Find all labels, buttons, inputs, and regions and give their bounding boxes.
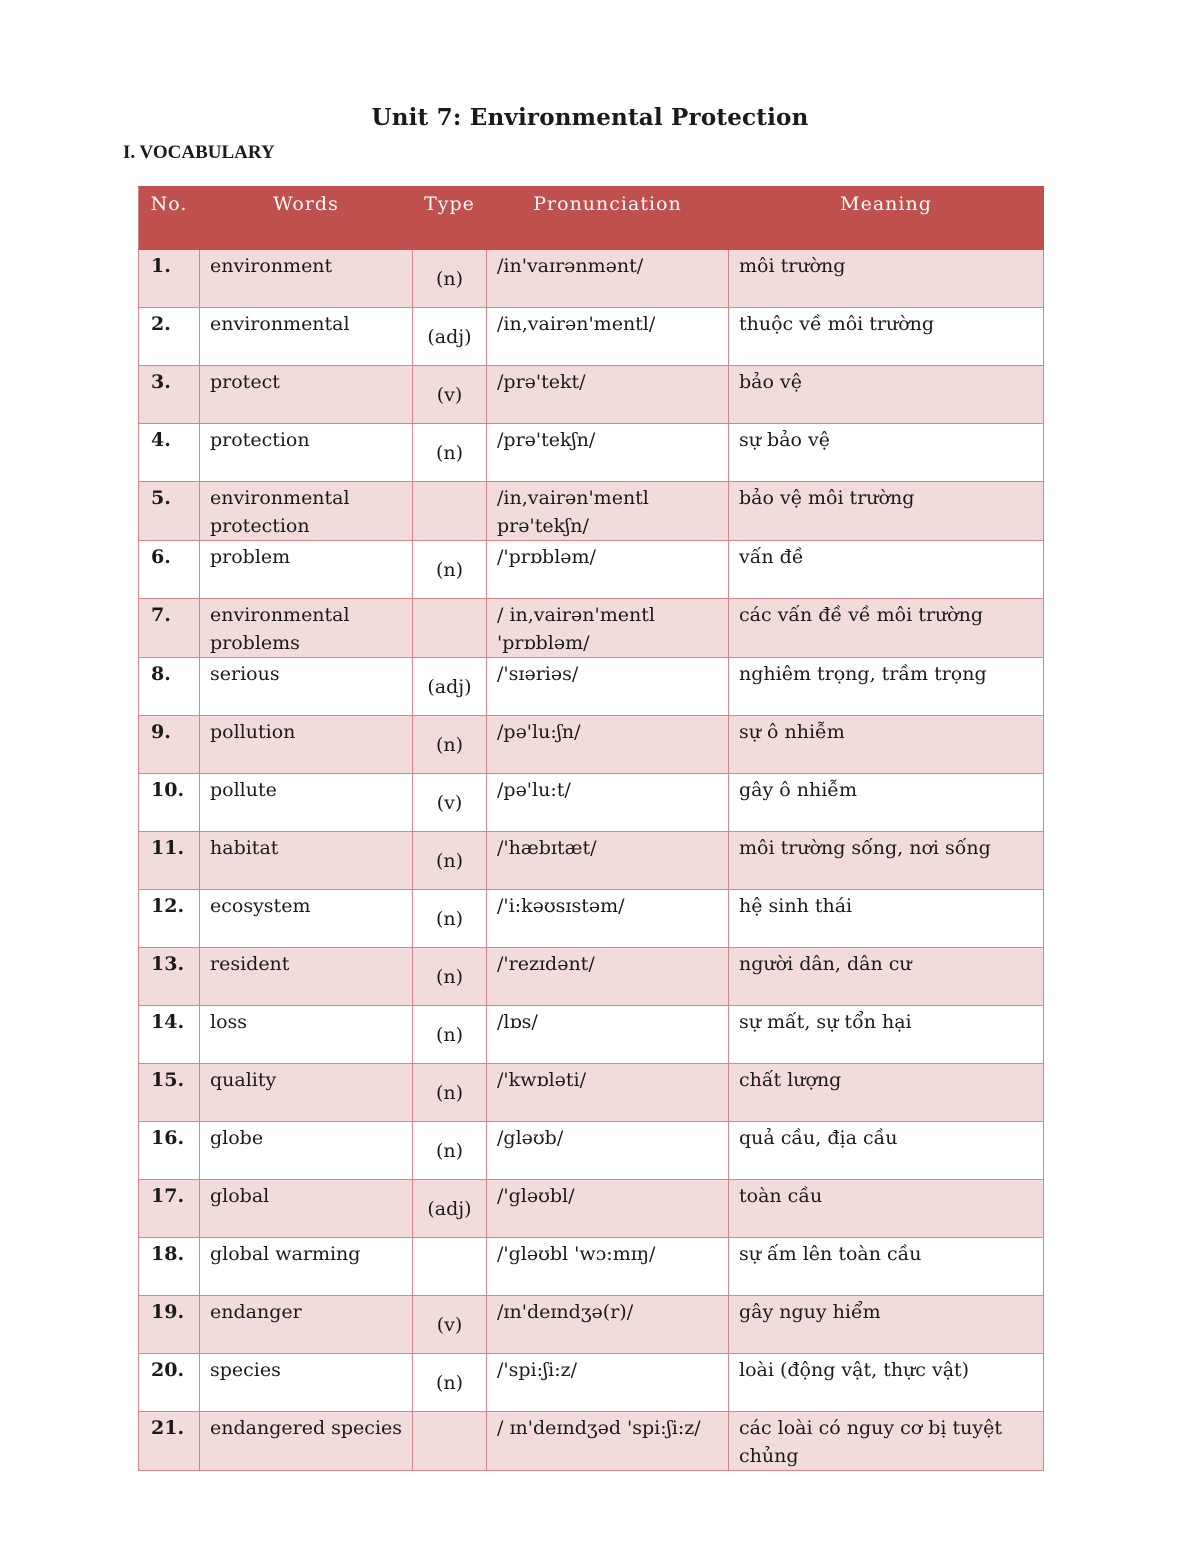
table-row	[139, 1064, 1044, 1122]
row-pronunciation: /'prɒbləm/	[487, 541, 729, 599]
row-pronunciation: /in,vairən'mentl/	[487, 308, 729, 366]
row-number: 4.	[139, 424, 200, 482]
row-type: (n)	[413, 1354, 487, 1412]
header-meaning: Meaning	[729, 187, 1044, 250]
row-number: 8.	[139, 658, 200, 716]
row-word: problem	[200, 541, 413, 599]
table-row	[139, 1122, 1044, 1180]
row-number: 14.	[139, 1006, 200, 1064]
row-word: environment	[200, 250, 413, 308]
row-number: 17.	[139, 1180, 200, 1238]
table-row	[139, 890, 1044, 948]
row-type	[413, 1238, 487, 1296]
row-pronunciation: /pə'lu:ʃn/	[487, 716, 729, 774]
row-meaning: hệ sinh thái	[729, 890, 1044, 948]
row-pronunciation: /'gləʊbl/	[487, 1180, 729, 1238]
row-pronunciation: /'rezɪdənt/	[487, 948, 729, 1006]
row-pronunciation: /'gləʊbl 'wɔ:mɪŋ/	[487, 1238, 729, 1296]
row-pronunciation: /'hæbɪtæt/	[487, 832, 729, 890]
row-number: 19.	[139, 1296, 200, 1354]
row-meaning: các loài có nguy cơ bị tuyệt chủng	[729, 1412, 1044, 1471]
row-meaning: vấn đề	[729, 541, 1044, 599]
row-word: protect	[200, 366, 413, 424]
row-word: loss	[200, 1006, 413, 1064]
row-type: (v)	[413, 366, 487, 424]
row-word: environmental problems	[200, 599, 413, 658]
table-row	[139, 1354, 1044, 1412]
row-type: (adj)	[413, 658, 487, 716]
row-number: 13.	[139, 948, 200, 1006]
row-pronunciation: / in,vairən'mentl 'prɒbləm/	[487, 599, 729, 658]
row-number: 3.	[139, 366, 200, 424]
row-word: habitat	[200, 832, 413, 890]
row-meaning: thuộc về môi trường	[729, 308, 1044, 366]
row-number: 12.	[139, 890, 200, 948]
row-word: pollute	[200, 774, 413, 832]
row-word: environmental protection	[200, 482, 413, 541]
row-meaning: môi trường	[729, 250, 1044, 308]
row-meaning: sự bảo vệ	[729, 424, 1044, 482]
row-number: 7.	[139, 599, 200, 658]
row-meaning: toàn cầu	[729, 1180, 1044, 1238]
row-number: 10.	[139, 774, 200, 832]
table-row	[139, 832, 1044, 890]
row-number: 16.	[139, 1122, 200, 1180]
row-meaning: các vấn đề về môi trường	[729, 599, 1044, 658]
row-meaning: người dân, dân cư	[729, 948, 1044, 1006]
row-number: 1.	[139, 250, 200, 308]
row-meaning: sự ô nhiễm	[729, 716, 1044, 774]
row-type: (adj)	[413, 1180, 487, 1238]
row-type: (n)	[413, 890, 487, 948]
row-word: globe	[200, 1122, 413, 1180]
table-row	[139, 250, 1044, 308]
header-type: Type	[413, 187, 487, 250]
row-word: endanger	[200, 1296, 413, 1354]
row-number: 6.	[139, 541, 200, 599]
row-word: global warming	[200, 1238, 413, 1296]
row-type: (n)	[413, 424, 487, 482]
table-row	[139, 716, 1044, 774]
row-meaning: gây nguy hiểm	[729, 1296, 1044, 1354]
table-row	[139, 366, 1044, 424]
header-words: Words	[200, 187, 413, 250]
row-pronunciation: /prə'tekt/	[487, 366, 729, 424]
row-meaning: bảo vệ	[729, 366, 1044, 424]
row-meaning: quả cầu, địa cầu	[729, 1122, 1044, 1180]
table-row	[139, 541, 1044, 599]
row-type	[413, 1412, 487, 1471]
row-pronunciation: /gləʊb/	[487, 1122, 729, 1180]
header-pronunciation: Pronunciation	[487, 187, 729, 250]
row-type: (n)	[413, 948, 487, 1006]
table-row	[139, 482, 1044, 541]
row-pronunciation: /'spi:ʃi:z/	[487, 1354, 729, 1412]
row-number: 2.	[139, 308, 200, 366]
table-row	[139, 1412, 1044, 1471]
header-no: No.	[139, 187, 200, 250]
table-row	[139, 1006, 1044, 1064]
row-type: (n)	[413, 832, 487, 890]
row-pronunciation: /in,vairən'mentl prə'tekʃn/	[487, 482, 729, 541]
row-type: (n)	[413, 716, 487, 774]
row-type	[413, 599, 487, 658]
row-type: (n)	[413, 250, 487, 308]
row-word: ecosystem	[200, 890, 413, 948]
row-pronunciation: /'i:kəʊsɪstəm/	[487, 890, 729, 948]
row-number: 9.	[139, 716, 200, 774]
row-type: (n)	[413, 1064, 487, 1122]
table-row	[139, 599, 1044, 658]
row-meaning: loài (động vật, thực vật)	[729, 1354, 1044, 1412]
row-type	[413, 482, 487, 541]
row-number: 5.	[139, 482, 200, 541]
row-number: 11.	[139, 832, 200, 890]
row-type: (n)	[413, 1006, 487, 1064]
row-word: protection	[200, 424, 413, 482]
row-word: pollution	[200, 716, 413, 774]
row-meaning: sự mất, sự tổn hại	[729, 1006, 1044, 1064]
table-row	[139, 1296, 1044, 1354]
row-type: (n)	[413, 541, 487, 599]
row-word: resident	[200, 948, 413, 1006]
row-number: 15.	[139, 1064, 200, 1122]
row-type: (n)	[413, 1122, 487, 1180]
row-pronunciation: /pə'lu:t/	[487, 774, 729, 832]
row-type: (v)	[413, 1296, 487, 1354]
row-pronunciation: /ɪn'deɪndʒə(r)/	[487, 1296, 729, 1354]
table-row	[139, 1238, 1044, 1296]
row-number: 18.	[139, 1238, 200, 1296]
row-meaning: gây ô nhiễm	[729, 774, 1044, 832]
section-heading: I. VOCABULARY	[123, 142, 275, 163]
row-pronunciation: /in'vaɪrənmənt/	[487, 250, 729, 308]
page-title: Unit 7: Environmental Protection	[371, 104, 809, 131]
table-row	[139, 774, 1044, 832]
row-word: species	[200, 1354, 413, 1412]
row-meaning: sự ấm lên toàn cầu	[729, 1238, 1044, 1296]
row-meaning: bảo vệ môi trường	[729, 482, 1044, 541]
row-pronunciation: /'sɪəriəs/	[487, 658, 729, 716]
vocabulary-table	[138, 186, 1044, 1471]
row-word: serious	[200, 658, 413, 716]
vocabulary-rows	[139, 250, 1044, 1471]
row-meaning: chất lượng	[729, 1064, 1044, 1122]
table-row	[139, 308, 1044, 366]
row-pronunciation: / ɪn'deɪndʒəd 'spi:ʃi:z/	[487, 1412, 729, 1471]
row-pronunciation: /lɒs/	[487, 1006, 729, 1064]
row-meaning: nghiêm trọng, trầm trọng	[729, 658, 1044, 716]
row-meaning: môi trường sống, nơi sống	[729, 832, 1044, 890]
table-row	[139, 658, 1044, 716]
row-word: environmental	[200, 308, 413, 366]
row-type: (v)	[413, 774, 487, 832]
table-header-row	[139, 187, 1044, 250]
row-word: quality	[200, 1064, 413, 1122]
row-number: 20.	[139, 1354, 200, 1412]
table-row	[139, 1180, 1044, 1238]
row-type: (adj)	[413, 308, 487, 366]
table-row	[139, 948, 1044, 1006]
row-number: 21.	[139, 1412, 200, 1471]
row-pronunciation: /'kwɒləti/	[487, 1064, 729, 1122]
table-row	[139, 424, 1044, 482]
row-pronunciation: /prə'tekʃn/	[487, 424, 729, 482]
row-word: endangered species	[200, 1412, 413, 1471]
row-word: global	[200, 1180, 413, 1238]
